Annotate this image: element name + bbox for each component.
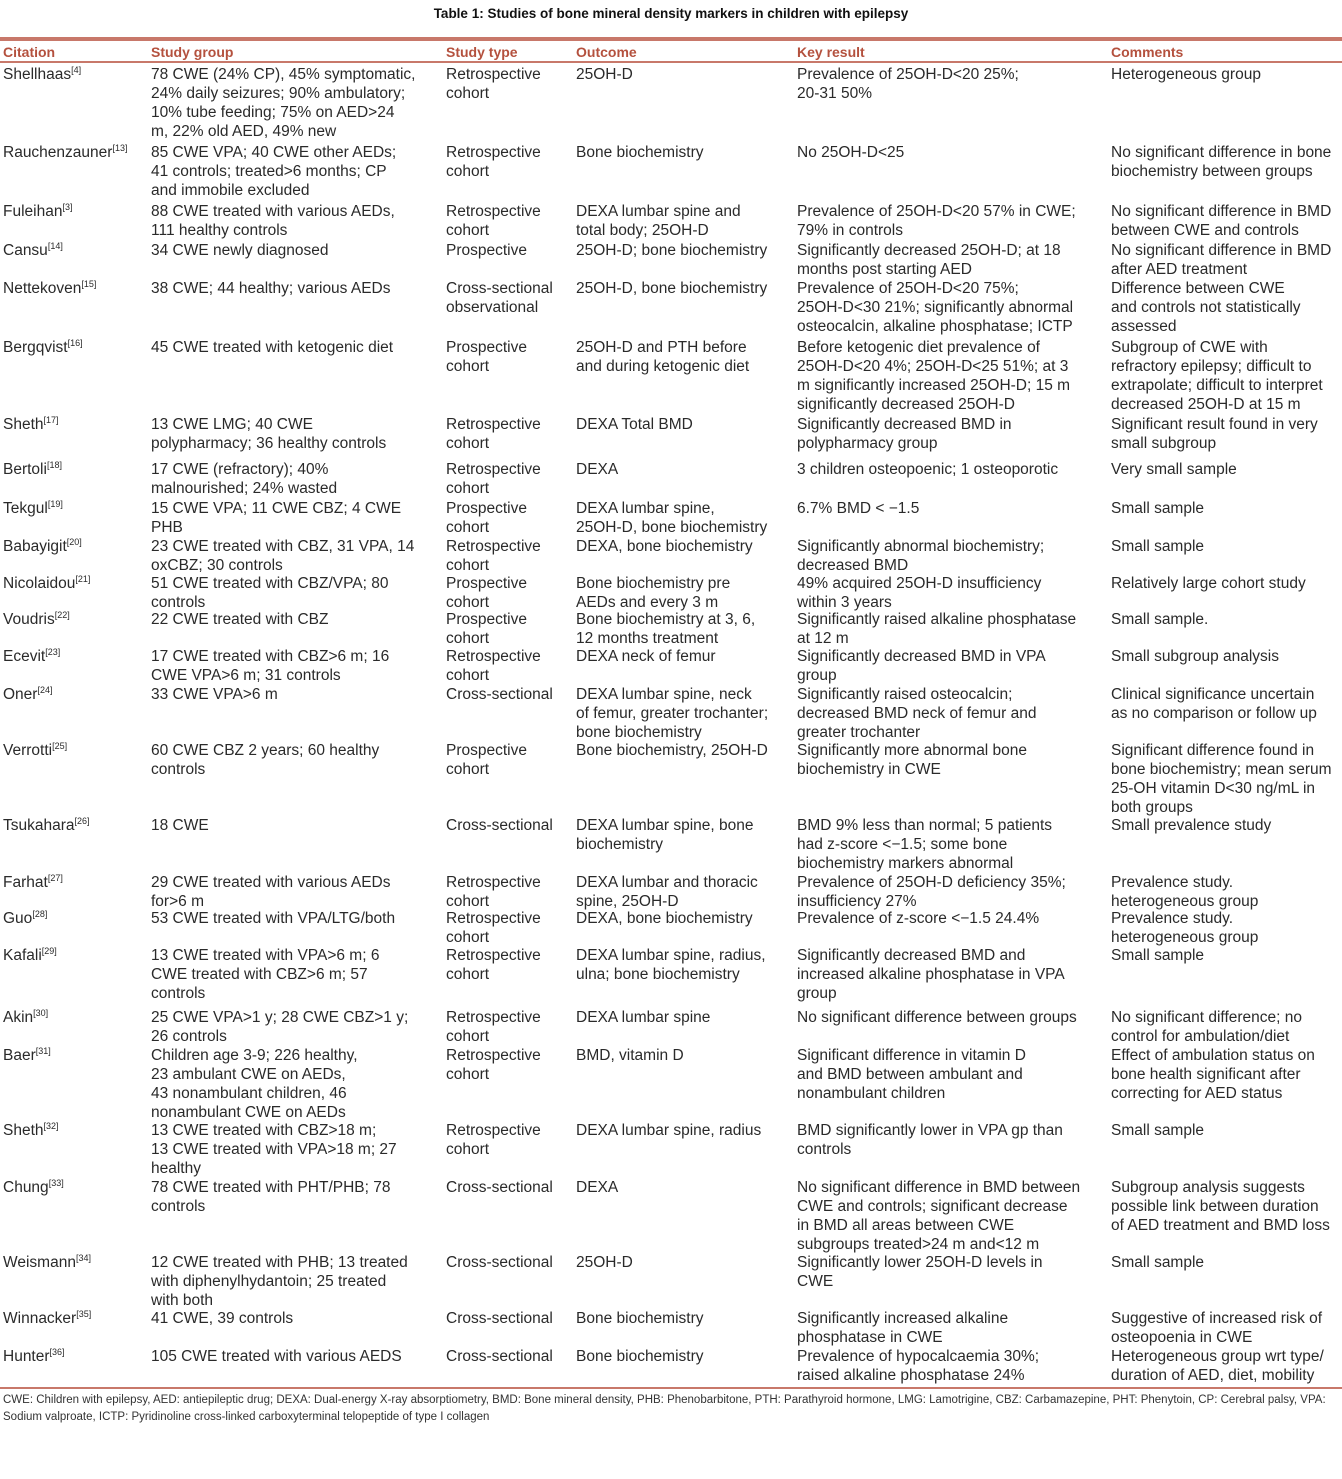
citation-reference: [22] [54, 609, 70, 620]
cell-citation [3, 241, 149, 260]
cell-group: 18 CWE [151, 817, 209, 834]
cell-group: 78 CWE (24% CP), 45% symptomatic, 24% daily seizures; 90% ambulatory; 10% tube feeding; 75% on AED>24 m, 22% old AED, 49% new [151, 66, 416, 140]
cell-type: Cross-sectional [446, 686, 553, 703]
header-outcome: Outcome [576, 44, 637, 60]
cell-citation [3, 873, 149, 892]
cell-type: Retrospective cohort [446, 461, 541, 497]
citation-name: Bergqvist [3, 339, 68, 356]
cell-result: No 25OH-D<25 [797, 144, 905, 161]
cell-comments: Prevalence study. heterogeneous group [1111, 910, 1259, 946]
cell-citation [3, 610, 149, 629]
citation-reference: [21] [75, 573, 91, 584]
cell-comments: Relatively large cohort study [1111, 575, 1306, 592]
cell-citation [3, 816, 149, 835]
citation-reference: [26] [74, 815, 90, 826]
cell-type: Prospective cohort [446, 575, 527, 611]
citation-reference: [16] [67, 337, 83, 348]
cell-group: 78 CWE treated with PHT/PHB; 78 controls [151, 1179, 391, 1215]
cell-type: Retrospective cohort [446, 648, 541, 684]
citation-name: Cansu [3, 242, 48, 259]
citation-name: Tsukahara [3, 817, 75, 834]
header-citation: Citation [3, 44, 56, 60]
cell-citation [3, 65, 149, 84]
citation-name: Baer [3, 1047, 36, 1064]
cell-type: Cross-sectional [446, 1254, 553, 1271]
cell-outcome: DEXA lumbar and thoracic spine, 25OH-D [576, 874, 758, 910]
cell-citation [3, 1253, 149, 1272]
top-rule [0, 37, 1342, 41]
cell-citation [3, 499, 149, 518]
cell-type: Retrospective cohort [446, 874, 541, 910]
cell-type: Cross-sectional [446, 1310, 553, 1327]
cell-group: 13 CWE treated with VPA>6 m; 6 CWE treated with CBZ>6 m; 57 controls [151, 947, 380, 1002]
citation-reference: [35] [76, 1308, 92, 1319]
citation-name: Tekgul [3, 500, 48, 517]
cell-type: Prospective cohort [446, 339, 527, 375]
cell-result: No significant difference in BMD between CWE and controls; significant decrease in BMD all areas between CWE subgroups treated>24 m and<12 m [797, 1179, 1081, 1253]
cell-outcome: DEXA lumbar spine, bone biochemistry [576, 817, 754, 853]
cell-type: Retrospective cohort [446, 416, 541, 452]
citation-reference: [27] [47, 872, 63, 883]
cell-outcome: 25OH-D; bone biochemistry [576, 242, 768, 259]
cell-outcome: 25OH-D [576, 1254, 633, 1271]
cell-citation [3, 574, 149, 593]
cell-type: Prospective cohort [446, 742, 527, 778]
cell-result: Significant difference in vitamin D and BMD between ambulant and nonambulant children [797, 1047, 1026, 1102]
cell-type: Retrospective cohort [446, 1009, 541, 1045]
cell-group: 15 CWE VPA; 11 CWE CBZ; 4 CWE PHB [151, 500, 402, 536]
citation-name: Verrotti [3, 742, 53, 759]
cell-result: Significantly raised alkaline phosphatase at 12 m [797, 611, 1077, 647]
cell-comments: Small sample [1111, 538, 1205, 555]
citation-name: Weismann [3, 1254, 76, 1271]
cell-citation [3, 1309, 149, 1328]
citation-reference: [15] [81, 278, 97, 289]
cell-comments: Significant difference found in bone biochemistry; mean serum 25-OH vitamin D<30 ng/mL in both groups [1111, 742, 1332, 816]
cell-group: 41 CWE, 39 controls [151, 1310, 294, 1327]
cell-group: 53 CWE treated with VPA/LTG/both [151, 910, 396, 927]
cell-result: Significantly lower 25OH-D levels in CWE [797, 1254, 1043, 1290]
cell-result: 49% acquired 25OH-D insufficiency within 3 years [797, 575, 1042, 611]
citation-name: Bertoli [3, 461, 47, 478]
cell-group: Children age 3-9; 226 healthy, 23 ambulant CWE on AEDs, 43 nonambulant children, 46 nonambulant CWE on AEDs [151, 1047, 358, 1121]
citation-name: Shellhaas [3, 66, 72, 83]
cell-comments: Significant result found in very small subgroup [1111, 416, 1318, 452]
cell-result: Significantly increased alkaline phosphatase in CWE [797, 1310, 1009, 1346]
cell-outcome: DEXA lumbar spine, 25OH-D, bone biochemistry [576, 500, 768, 536]
cell-group: 85 CWE VPA; 40 CWE other AEDs; 41 controls; treated>6 months; CP and immobile excluded [151, 144, 397, 199]
cell-group: 38 CWE; 44 healthy; various AEDs [151, 280, 391, 297]
header-comments: Comments [1111, 44, 1184, 60]
cell-outcome: DEXA, bone biochemistry [576, 910, 753, 927]
cell-citation [3, 946, 149, 965]
cell-outcome: DEXA lumbar spine, neck of femur, greater trochanter; bone biochemistry [576, 686, 769, 741]
citation-reference: [36] [49, 1346, 65, 1357]
cell-outcome: 25OH-D, bone biochemistry [576, 280, 768, 297]
cell-type: Retrospective cohort [446, 203, 541, 239]
cell-citation [3, 1008, 149, 1027]
cell-outcome: DEXA [576, 1179, 619, 1196]
cell-group: 25 CWE VPA>1 y; 28 CWE CBZ>1 y; 26 controls [151, 1009, 409, 1045]
cell-result: Significantly decreased 25OH-D; at 18 months post starting AED [797, 242, 1061, 278]
cell-group: 12 CWE treated with PHB; 13 treated with diphenylhydantoin; 25 treated with both [151, 1254, 408, 1309]
citation-name: Oner [3, 686, 38, 703]
cell-comments: Small sample [1111, 947, 1205, 964]
cell-result: Significantly decreased BMD in polypharmacy group [797, 416, 1012, 452]
header-key-result: Key result [797, 44, 865, 60]
citation-reference: [13] [112, 142, 128, 153]
citation-reference: [32] [43, 1120, 59, 1131]
citation-reference: [31] [35, 1045, 51, 1056]
cell-comments: Subgroup of CWE with refractory epilepsy; difficult to extrapolate; difficult to interpret decreased 25OH-D at 15 m [1111, 339, 1323, 413]
citation-reference: [33] [48, 1177, 64, 1188]
cell-outcome: 25OH-D and PTH before and during ketogenic diet [576, 339, 750, 375]
cell-citation [3, 279, 149, 298]
cell-citation [3, 537, 149, 556]
citation-reference: [34] [75, 1252, 91, 1263]
cell-comments: Heterogeneous group [1111, 66, 1261, 83]
cell-result: 6.7% BMD < −1.5 [797, 500, 920, 517]
citation-reference: [4] [71, 64, 82, 75]
cell-comments: Suggestive of increased risk of osteopoenia in CWE [1111, 1310, 1323, 1346]
cell-outcome: DEXA [576, 461, 619, 478]
citation-name: Fuleihan [3, 203, 63, 220]
cell-comments: Small sample [1111, 500, 1205, 517]
cell-comments: No significant difference; no control for ambulation/diet [1111, 1009, 1302, 1045]
cell-outcome: BMD, vitamin D [576, 1047, 684, 1064]
cell-citation [3, 1178, 149, 1197]
cell-outcome: DEXA lumbar spine, radius [576, 1122, 762, 1139]
cell-group: 29 CWE treated with various AEDs for>6 m [151, 874, 391, 910]
cell-outcome: 25OH-D [576, 66, 633, 83]
cell-citation [3, 1121, 149, 1140]
citation-name: Guo [3, 910, 33, 927]
cell-type: Retrospective cohort [446, 1122, 541, 1158]
cell-citation [3, 338, 149, 357]
cell-type: Prospective [446, 242, 527, 259]
cell-type: Retrospective cohort [446, 1047, 541, 1083]
table-title: Table 1: Studies of bone mineral density markers in children with epilepsy [433, 6, 909, 21]
cell-comments: Clinical significance uncertain as no comparison or follow up [1111, 686, 1317, 722]
cell-citation [3, 741, 149, 760]
citation-name: Akin [3, 1009, 34, 1026]
citation-name: Nicolaidou [3, 575, 76, 592]
cell-group: 17 CWE treated with CBZ>6 m; 16 CWE VPA>6 m; 31 controls [151, 648, 390, 684]
cell-citation [3, 202, 149, 221]
citation-name: Babayigit [3, 538, 67, 555]
cell-citation [3, 1347, 149, 1366]
cell-citation [3, 143, 149, 162]
cell-outcome: DEXA lumbar spine and total body; 25OH-D [576, 203, 741, 239]
cell-result: Prevalence of 25OH-D deficiency 35%; insufficiency 27% [797, 874, 1066, 910]
citation-name: Voudris [3, 611, 55, 628]
cell-group: 60 CWE CBZ 2 years; 60 healthy controls [151, 742, 380, 778]
cell-type: Cross-sectional [446, 1179, 553, 1196]
cell-outcome: DEXA, bone biochemistry [576, 538, 753, 555]
cell-type: Retrospective cohort [446, 66, 541, 102]
cell-type: Retrospective cohort [446, 910, 541, 946]
cell-comments: No significant difference in BMD between CWE and controls [1111, 203, 1332, 239]
cell-type: Retrospective cohort [446, 947, 541, 983]
cell-type: Cross-sectional [446, 1348, 553, 1365]
cell-result: No significant difference between groups [797, 1009, 1077, 1026]
cell-result: Prevalence of z-score <−1.5 24.4% [797, 910, 1040, 927]
citation-name: Rauchenzauner [3, 144, 113, 161]
citation-reference: [19] [47, 498, 63, 509]
cell-type: Cross-sectional observational [446, 280, 553, 316]
citation-reference: [29] [41, 945, 57, 956]
cell-citation [3, 415, 149, 434]
cell-group: 51 CWE treated with CBZ/VPA; 80 controls [151, 575, 389, 611]
cell-result: BMD significantly lower in VPA gp than controls [797, 1122, 1063, 1158]
citation-name: Sheth [3, 1122, 44, 1139]
cell-comments: No significant difference in bone biochemistry between groups [1111, 144, 1332, 180]
cell-group: 33 CWE VPA>6 m [151, 686, 278, 703]
cell-result: Prevalence of 25OH-D<20 25%; 20-31 50% [797, 66, 1019, 102]
cell-outcome: Bone biochemistry [576, 1310, 704, 1327]
cell-result: Significantly more abnormal bone biochemistry in CWE [797, 742, 1028, 778]
citation-name: Ecevit [3, 648, 46, 665]
cell-group: 17 CWE (refractory); 40% malnourished; 24% wasted [151, 461, 338, 497]
citation-name: Kafali [3, 947, 42, 964]
cell-comments: Very small sample [1111, 461, 1237, 478]
citation-name: Chung [3, 1179, 49, 1196]
citation-reference: [28] [32, 908, 48, 919]
cell-type: Retrospective cohort [446, 144, 541, 180]
citation-name: Winnacker [3, 1310, 77, 1327]
cell-outcome: Bone biochemistry, 25OH-D [576, 742, 768, 759]
cell-type: Prospective cohort [446, 500, 527, 536]
cell-comments: Small subgroup analysis [1111, 648, 1280, 665]
cell-comments: Small prevalence study [1111, 817, 1272, 834]
cell-result: BMD 9% less than normal; 5 patients had z-score <−1.5; some bone biochemistry markers abnormal [797, 817, 1053, 872]
citation-reference: [14] [47, 240, 63, 251]
citation-name: Hunter [3, 1348, 50, 1365]
table-footnote: CWE: Children with epilepsy, AED: antiepileptic drug; DEXA: Dual-energy X-ray absorptiometry, BMD: Bone mineral density, PHB: Phenobarbitone, PTH: Parathyroid hormone, LMG: Lamotrigine, CBZ: Carbamazepine, PHT: Phenytoin, CP: Cerebral palsy, VPA: Sodium valproate, ICTP: Pyridinoline cross-linked carboxyterminal telopeptide of type I collagen [3, 1394, 1326, 1423]
cell-outcome: Bone biochemistry [576, 144, 704, 161]
citation-reference: [18] [46, 459, 62, 470]
citation-name: Nettekoven [3, 280, 82, 297]
cell-comments: Heterogeneous group wrt type/ duration of AED, diet, mobility [1111, 1348, 1324, 1384]
citation-reference: [25] [52, 740, 68, 751]
cell-result: 3 children osteopoenic; 1 osteoporotic [797, 461, 1059, 478]
citation-name: Sheth [3, 416, 44, 433]
cell-group: 88 CWE treated with various AEDs, 111 healthy controls [151, 203, 395, 239]
cell-result: Before ketogenic diet prevalence of 25OH-D<20 4%; 25OH-D<25 51%; at 3 m significantly increased 25OH-D; 15 m significantly decreased 25OH-D [797, 339, 1071, 413]
cell-group: 45 CWE treated with ketogenic diet [151, 339, 394, 356]
cell-result: Significantly decreased BMD in VPA group [797, 648, 1046, 684]
cell-comments: Small sample [1111, 1122, 1205, 1139]
cell-comments: Small sample. [1111, 611, 1209, 628]
cell-citation [3, 909, 149, 928]
cell-group: 22 CWE treated with CBZ [151, 611, 329, 628]
cell-citation [3, 460, 149, 479]
cell-comments: No significant difference in BMD after AED treatment [1111, 242, 1332, 278]
header-study-group: Study group [151, 44, 234, 60]
cell-outcome: DEXA neck of femur [576, 648, 716, 665]
cell-group: 13 CWE LMG; 40 CWE polypharmacy; 36 healthy controls [151, 416, 387, 452]
cell-type: Retrospective cohort [446, 538, 541, 574]
cell-type: Prospective cohort [446, 611, 527, 647]
cell-comments: Prevalence study. heterogeneous group [1111, 874, 1259, 910]
cell-comments: Difference between CWE and controls not statistically assessed [1111, 280, 1301, 335]
cell-outcome: Bone biochemistry at 3, 6, 12 months treatment [576, 611, 756, 647]
citation-reference: [30] [33, 1007, 49, 1018]
cell-group: 23 CWE treated with CBZ, 31 VPA, 14 oxCBZ; 30 controls [151, 538, 415, 574]
cell-group: 105 CWE treated with various AEDS [151, 1348, 402, 1365]
cell-comments: Effect of ambulation status on bone health significant after correcting for AED status [1111, 1047, 1315, 1102]
cell-citation [3, 1046, 149, 1065]
cell-comments: Small sample [1111, 1254, 1205, 1271]
citation-reference: [20] [66, 536, 82, 547]
cell-outcome: Bone biochemistry pre AEDs and every 3 m [576, 575, 731, 611]
cell-group: 34 CWE newly diagnosed [151, 242, 329, 259]
cell-result: Prevalence of hypocalcaemia 30%; raised alkaline phosphatase 24% [797, 1348, 1040, 1384]
cell-type: Cross-sectional [446, 817, 553, 834]
cell-citation [3, 685, 149, 704]
cell-result: Significantly abnormal biochemistry; decreased BMD [797, 538, 1045, 574]
cell-comments: Subgroup analysis suggests possible link between duration of AED treatment and BMD loss [1111, 1179, 1330, 1234]
citation-reference: [24] [37, 684, 53, 695]
bottom-rule [0, 1387, 1342, 1389]
citation-reference: [23] [45, 646, 61, 657]
cell-outcome: Bone biochemistry [576, 1348, 704, 1365]
cell-result: Prevalence of 25OH-D<20 75%; 25OH-D<30 21%; significantly abnormal osteocalcin, alkaline phosphatase; ICTP [797, 280, 1074, 335]
cell-outcome: DEXA Total BMD [576, 416, 693, 433]
cell-outcome: DEXA lumbar spine [576, 1009, 711, 1026]
cell-result: Significantly raised osteocalcin; decreased BMD neck of femur and greater trochanter [797, 686, 1037, 741]
cell-citation [3, 647, 149, 666]
citation-name: Farhat [3, 874, 48, 891]
header-study-type: Study type [446, 44, 518, 60]
citation-reference: [3] [62, 201, 73, 212]
cell-result: Significantly decreased BMD and increased alkaline phosphatase in VPA group [797, 947, 1065, 1002]
header-rule [0, 61, 1342, 63]
cell-result: Prevalence of 25OH-D<20 57% in CWE; 79% in controls [797, 203, 1076, 239]
cell-outcome: DEXA lumbar spine, radius, ulna; bone biochemistry [576, 947, 766, 983]
cell-group: 13 CWE treated with CBZ>18 m; 13 CWE treated with VPA>18 m; 27 healthy [151, 1122, 397, 1177]
citation-reference: [17] [43, 414, 59, 425]
